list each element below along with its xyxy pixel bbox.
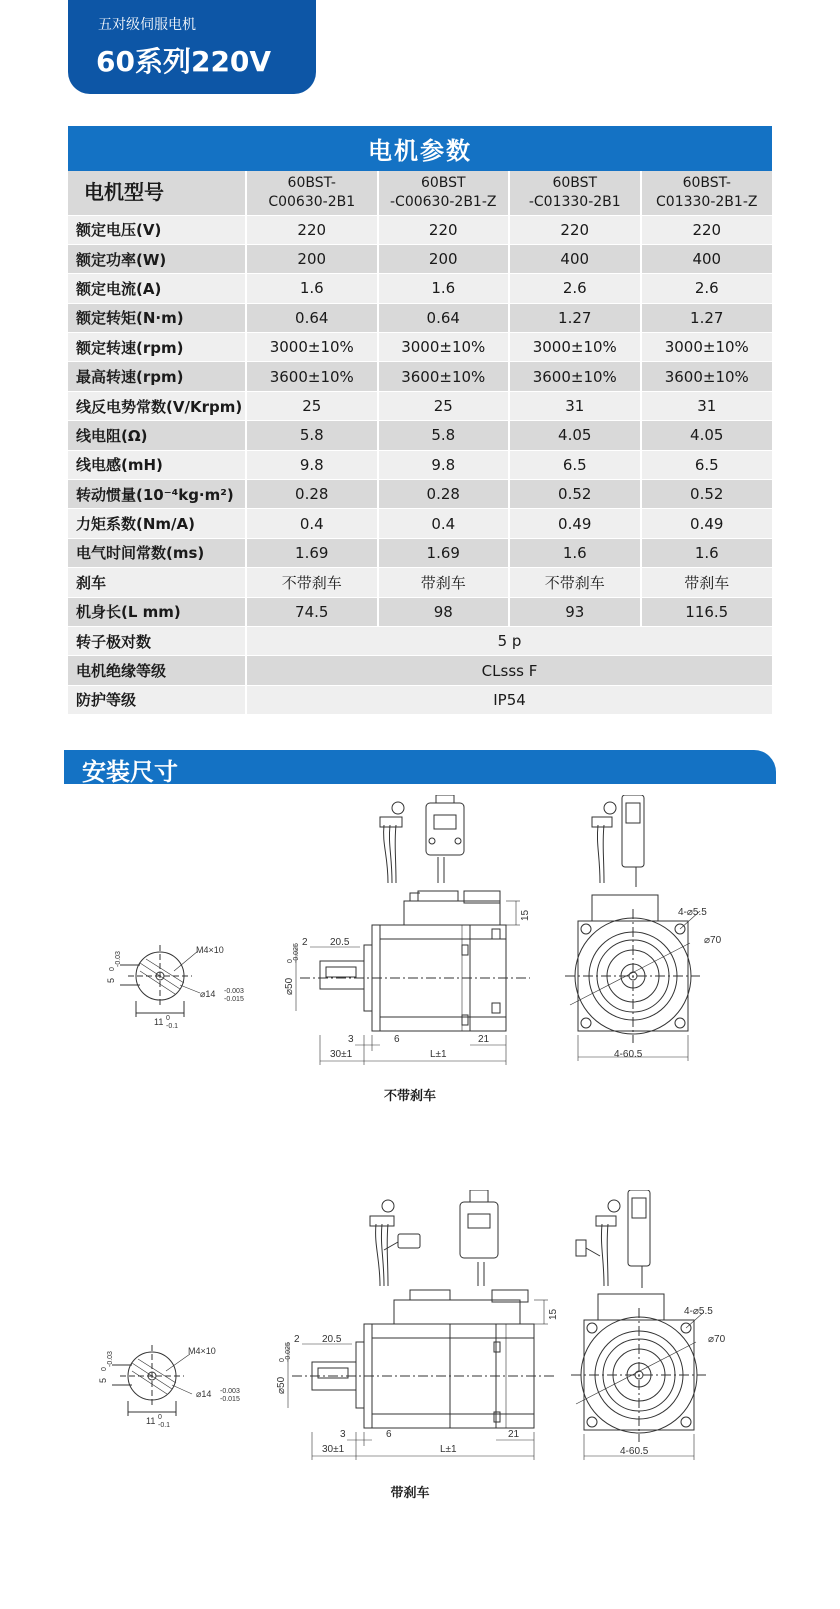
- dim-holes: 4-⌀5.5: [678, 907, 707, 918]
- dim-key-width-tol-bot: -0.03: [115, 951, 122, 967]
- row-value: 0.64: [378, 303, 510, 332]
- table-row: [68, 597, 772, 626]
- table-row: [68, 244, 772, 273]
- front-view-drawing: [565, 795, 700, 1061]
- row-value: 98: [378, 597, 510, 626]
- model-line: 60BST-: [682, 174, 731, 191]
- dim-key-width: 5: [98, 1377, 108, 1383]
- row-value: 6.5: [509, 450, 641, 479]
- dim-six: 6: [386, 1429, 392, 1440]
- series-subtitle: 五对级伺服电机: [98, 17, 196, 33]
- dim-body-len: L±1: [430, 1049, 447, 1060]
- row-value: 0.64: [246, 303, 378, 332]
- dim-rear-len: 21: [478, 1034, 490, 1045]
- dim-key-depth-tol-top: 0: [158, 1414, 162, 1421]
- model-line: 60BST: [552, 174, 598, 191]
- table-row: [68, 274, 772, 303]
- row-value: 1.69: [378, 538, 510, 567]
- dim-key-len: 20.5: [330, 937, 350, 948]
- dim-flange-thk: 3: [348, 1034, 354, 1045]
- row-value: 0.52: [641, 480, 773, 509]
- row-value: 5.8: [246, 421, 378, 450]
- model-cell: [509, 171, 641, 215]
- table-row: [68, 626, 772, 655]
- row-label: 线反电势常数(V/Krpm): [68, 391, 246, 420]
- dim-flange-thk: 3: [340, 1429, 346, 1440]
- model-row: [68, 171, 772, 215]
- row-value: 0.49: [641, 509, 773, 538]
- row-value: 400: [641, 244, 773, 273]
- row-label: 机身长(L mm): [68, 597, 246, 626]
- row-value: 0.52: [509, 480, 641, 509]
- row-value: 3000±10%: [509, 333, 641, 362]
- model-line: C00630-2B1: [268, 193, 356, 210]
- model-cell: [641, 171, 773, 215]
- row-value: 3600±10%: [378, 362, 510, 391]
- dim-shaft-tol-top: -0.003: [220, 1388, 240, 1395]
- row-value: 3600±10%: [509, 362, 641, 391]
- dim-top-height: 15: [520, 909, 531, 921]
- row-value: 9.8: [378, 450, 510, 479]
- row-value: 25: [246, 391, 378, 420]
- row-value: 220: [378, 215, 510, 244]
- dim-pilot-tol-top: 0: [279, 1358, 286, 1362]
- dim-shaft-dia: ⌀14: [200, 989, 216, 999]
- table-row: [68, 303, 772, 332]
- row-value: 不带刹车: [246, 568, 378, 597]
- row-value: 0.4: [378, 509, 510, 538]
- row-value: 220: [246, 215, 378, 244]
- dim-holes: 4-⌀5.5: [684, 1306, 713, 1317]
- model-line: 60BST-: [287, 174, 336, 191]
- model-line: C01330-2B1-Z: [656, 193, 758, 210]
- row-label: 额定电压(V): [68, 215, 246, 244]
- dim-thread: M4×10: [188, 1346, 216, 1356]
- row-label: 防护等级: [68, 685, 246, 714]
- row-value: 3000±10%: [641, 333, 773, 362]
- dim-key-width-tol-top: 0: [109, 967, 116, 971]
- dim-square: 4-60.5: [614, 1049, 643, 1060]
- row-value: 200: [378, 244, 510, 273]
- dim-flange-step: 2: [302, 937, 308, 948]
- row-value: 3600±10%: [246, 362, 378, 391]
- dim-shaft-tol-bot: -0.015: [224, 996, 244, 1003]
- table-row: [68, 421, 772, 450]
- row-value: 1.27: [641, 303, 773, 332]
- row-label: 额定转矩(N·m): [68, 303, 246, 332]
- install-section-header: [64, 750, 776, 784]
- row-value: 4.05: [641, 421, 773, 450]
- row-label: 刹车: [68, 568, 246, 597]
- dim-key-len: 20.5: [322, 1334, 342, 1345]
- row-value: 1.69: [246, 538, 378, 567]
- caption-brake: 带刹车: [390, 1486, 430, 1501]
- shaft-section-drawing: [112, 1345, 192, 1416]
- dim-shaft-tol-bot: -0.015: [220, 1396, 240, 1403]
- dim-pcd: ⌀70: [708, 1334, 726, 1345]
- row-label: 线电感(mH): [68, 450, 246, 479]
- dim-body-len: L±1: [440, 1444, 457, 1455]
- dim-flange-step: 2: [294, 1334, 300, 1345]
- row-value: 3600±10%: [641, 362, 773, 391]
- dim-shaft-tol-top: -0.003: [224, 988, 244, 995]
- row-value: 5.8: [378, 421, 510, 450]
- row-value: 不带刹车: [509, 568, 641, 597]
- row-value: 116.5: [641, 597, 773, 626]
- row-value: 0.49: [509, 509, 641, 538]
- table-row: [68, 215, 772, 244]
- row-value: 1.6: [509, 538, 641, 567]
- row-value: 74.5: [246, 597, 378, 626]
- row-value: IP54: [246, 685, 772, 714]
- row-value: 0.28: [246, 480, 378, 509]
- model-line: 60BST: [420, 174, 466, 191]
- row-value: 200: [246, 244, 378, 273]
- dim-shaft-len: 30±1: [322, 1444, 345, 1455]
- table-row: [68, 656, 772, 685]
- row-label: 额定转速(rpm): [68, 333, 246, 362]
- series-header-tag: [68, 0, 316, 94]
- drawing-no-brake: [0, 795, 840, 1115]
- dim-top-height: 15: [548, 1308, 559, 1320]
- table-row: [68, 362, 772, 391]
- table-row: [68, 480, 772, 509]
- dim-key-width-tol-bot: -0.03: [107, 1351, 114, 1367]
- row-value: 400: [509, 244, 641, 273]
- row-label: 电气时间常数(ms): [68, 538, 246, 567]
- series-title: 60系列220V: [96, 45, 272, 78]
- table-row: [68, 568, 772, 597]
- dim-key-width-tol-top: 0: [101, 1367, 108, 1371]
- model-cell: [246, 171, 378, 215]
- row-label: 电机绝缘等级: [68, 656, 246, 685]
- dim-key-depth: 11: [146, 1416, 156, 1426]
- model-cell: [378, 171, 510, 215]
- dim-pilot-dia: ⌀50: [276, 1376, 287, 1394]
- row-value: 3000±10%: [378, 333, 510, 362]
- dim-key-depth-tol-bot: -0.1: [158, 1422, 171, 1429]
- dim-pcd: ⌀70: [704, 935, 722, 946]
- row-value: 带刹车: [641, 568, 773, 597]
- row-value: 1.27: [509, 303, 641, 332]
- row-value: 2.6: [509, 274, 641, 303]
- dim-shaft-len: 30±1: [330, 1049, 353, 1060]
- drawing-with-brake: [0, 1190, 840, 1490]
- row-value: 4.05: [509, 421, 641, 450]
- dim-key-depth-tol-top: 0: [166, 1015, 170, 1022]
- dim-pilot-tol-bot: -0.025: [285, 1342, 292, 1362]
- dim-thread: M4×10: [196, 945, 224, 955]
- motor-params-table: [68, 126, 772, 715]
- row-value: 5 p: [246, 626, 772, 655]
- front-view-drawing: [571, 1190, 706, 1460]
- row-value: 6.5: [641, 450, 773, 479]
- install-section-title: 安装尺寸: [82, 758, 178, 786]
- row-value: 31: [641, 391, 773, 420]
- row-value: 25: [378, 391, 510, 420]
- dim-key-depth: 11: [154, 1017, 164, 1027]
- table-row: [68, 333, 772, 362]
- dim-pilot-tol-bot: -0.025: [293, 943, 300, 963]
- row-value: 2.6: [641, 274, 773, 303]
- table-row: [68, 685, 772, 714]
- row-value: 带刹车: [378, 568, 510, 597]
- row-value: 220: [509, 215, 641, 244]
- row-label: 力矩系数(Nm/A): [68, 509, 246, 538]
- table-row: [68, 538, 772, 567]
- dim-pilot-tol-top: 0: [287, 959, 294, 963]
- table-row: [68, 391, 772, 420]
- row-label: 转动惯量(10⁻⁴kg·m²): [68, 480, 246, 509]
- dim-square: 4-60.5: [620, 1446, 649, 1457]
- shaft-section-drawing: [120, 945, 200, 1017]
- row-value: 1.6: [246, 274, 378, 303]
- row-value: 3000±10%: [246, 333, 378, 362]
- dim-key-depth-tol-bot: -0.1: [166, 1023, 179, 1030]
- row-label: 额定功率(W): [68, 244, 246, 273]
- row-value: 220: [641, 215, 773, 244]
- model-line: -C00630-2B1-Z: [390, 193, 497, 210]
- row-label: 额定电流(A): [68, 274, 246, 303]
- table-caption: 电机参数: [68, 126, 772, 171]
- table-body: [68, 171, 772, 715]
- dim-key-width: 5: [106, 977, 116, 983]
- row-value: CLsss F: [246, 656, 772, 685]
- dim-pilot-dia: ⌀50: [284, 977, 295, 995]
- table-row: [68, 509, 772, 538]
- row-value: 1.6: [378, 274, 510, 303]
- model-line: -C01330-2B1: [528, 193, 621, 210]
- row-value: 0.4: [246, 509, 378, 538]
- side-view-drawing: [296, 795, 530, 1065]
- row-value: 93: [509, 597, 641, 626]
- side-view-drawing: [288, 1190, 556, 1460]
- row-label: 线电阻(Ω): [68, 421, 246, 450]
- model-label: 电机型号: [68, 171, 246, 215]
- row-value: 0.28: [378, 480, 510, 509]
- caption-no-brake: 不带刹车: [383, 1089, 436, 1104]
- dim-rear-len: 21: [508, 1429, 520, 1440]
- row-label: 最高转速(rpm): [68, 362, 246, 391]
- dim-shaft-dia: ⌀14: [196, 1389, 212, 1399]
- dim-six: 6: [394, 1034, 400, 1045]
- row-value: 9.8: [246, 450, 378, 479]
- table-row: [68, 450, 772, 479]
- row-label: 转子极对数: [68, 626, 246, 655]
- row-value: 1.6: [641, 538, 773, 567]
- row-value: 31: [509, 391, 641, 420]
